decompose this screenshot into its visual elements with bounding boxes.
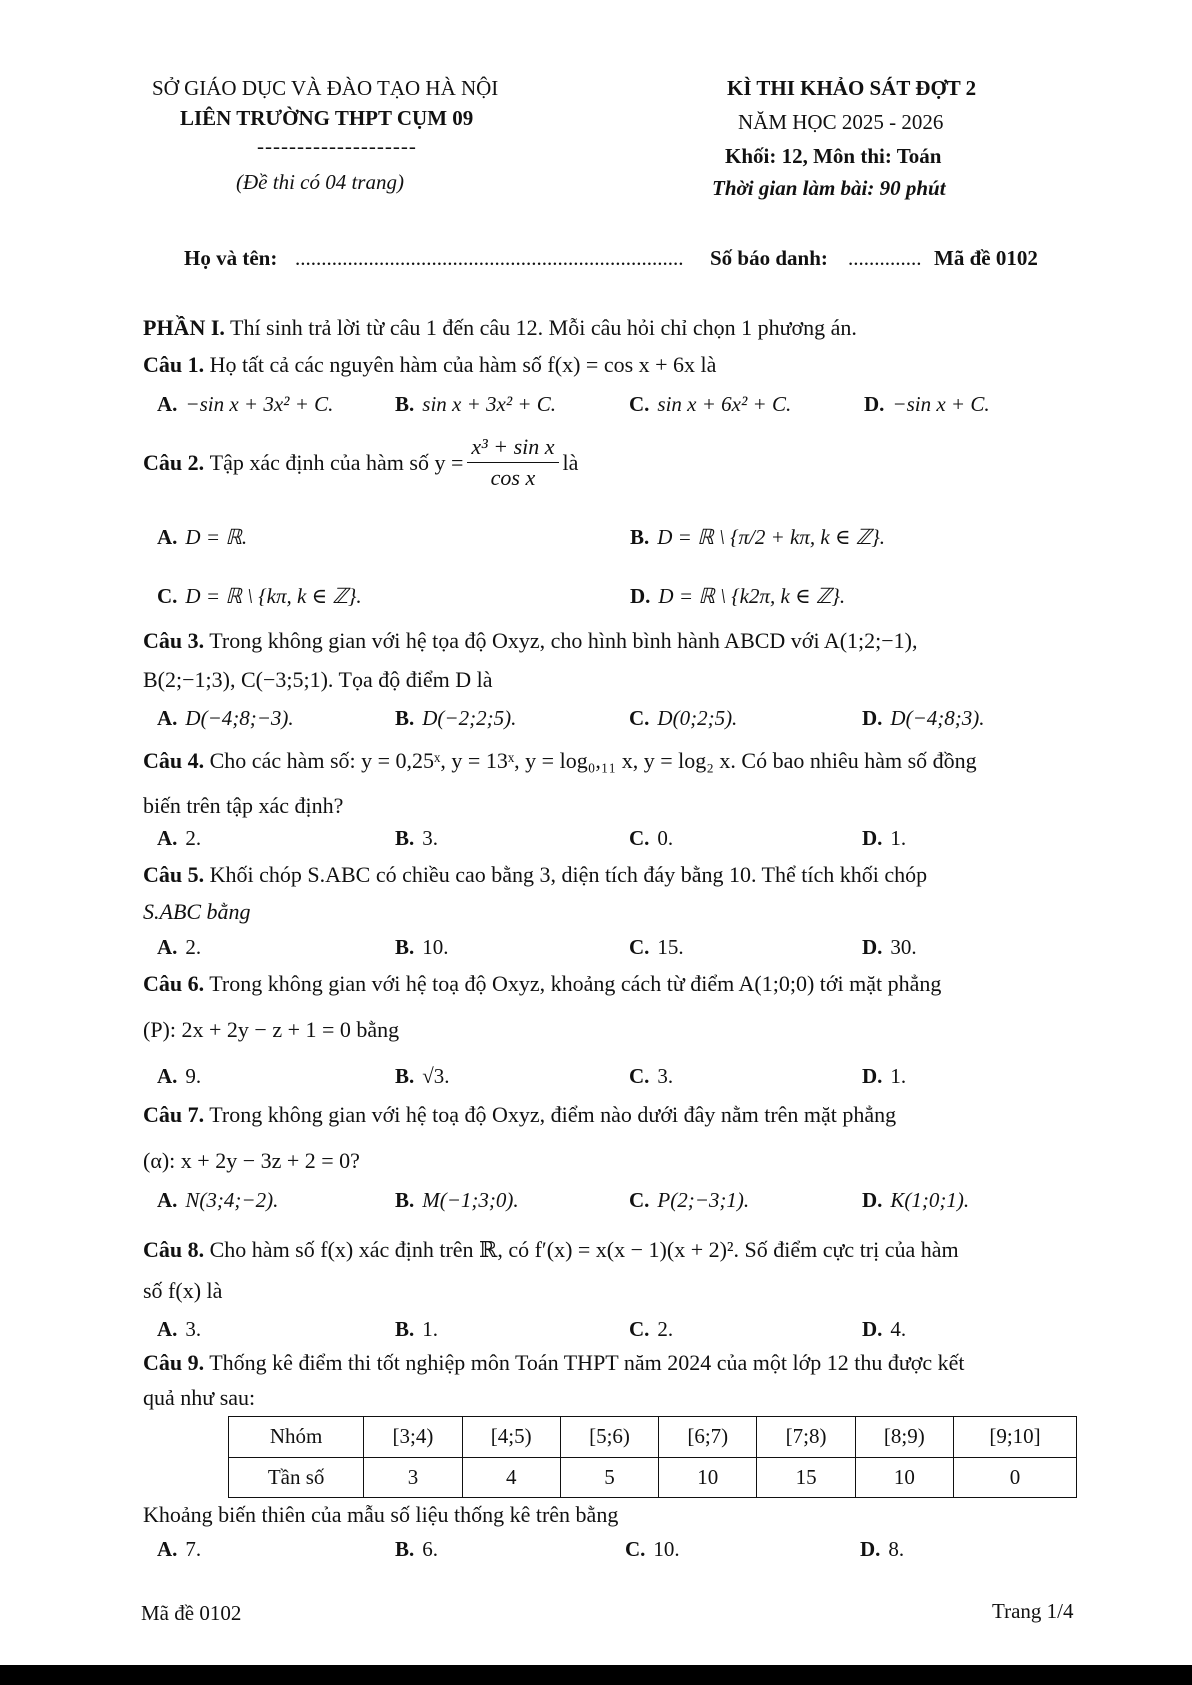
table-cell: 4 xyxy=(462,1457,560,1498)
table-row-groups xyxy=(229,1417,1077,1458)
option-label: B. xyxy=(395,1064,415,1088)
option-text: sin x + 3x² + C. xyxy=(422,392,557,416)
question-text: Họ tất cả các nguyên hàm của hàm số f(x) = cos x + 6x là xyxy=(209,352,717,377)
exam-code: Mã đề 0102 xyxy=(934,246,1038,270)
footer-exam-code: Mã đề 0102 xyxy=(141,1601,242,1625)
option-label: C. xyxy=(629,935,650,959)
table-cell: Nhóm xyxy=(229,1417,364,1458)
table-cell: 3 xyxy=(364,1457,462,1498)
option-text: 3. xyxy=(185,1317,202,1341)
option-label: C. xyxy=(629,706,650,730)
page-count-note: (Đề thi có 04 trang) xyxy=(236,170,404,194)
school-year: NĂM HỌC 2025 - 2026 xyxy=(738,110,944,134)
question-3 xyxy=(143,626,918,656)
option-text: D = ℝ. xyxy=(185,525,248,549)
option-label: A. xyxy=(157,525,178,549)
q5-option-d[interactable] xyxy=(862,935,917,960)
question-6 xyxy=(143,969,941,999)
q2-option-c[interactable] xyxy=(157,584,362,609)
option-text: D(−4;8;−3). xyxy=(185,706,294,730)
option-label: B. xyxy=(395,935,415,959)
option-label: B. xyxy=(395,706,415,730)
question-label: Câu 9. xyxy=(143,1350,205,1375)
option-label: D. xyxy=(630,584,651,608)
q3-option-d[interactable] xyxy=(862,706,984,731)
question-label: Câu 2. xyxy=(143,449,205,475)
q4-option-b[interactable] xyxy=(395,826,438,851)
option-text: 10. xyxy=(422,935,449,959)
option-text: D = ℝ \ {kπ, k ∈ ℤ}. xyxy=(185,584,362,608)
table-cell: [6;7) xyxy=(659,1417,757,1458)
option-label: C. xyxy=(629,1188,650,1212)
section-instruction: Thí sinh trả lời từ câu 1 đến câu 12. Mỗi câu hỏi chỉ chọn 1 phương án. xyxy=(230,315,857,340)
exam-title: KÌ THI KHẢO SÁT ĐỢT 2 xyxy=(727,76,977,100)
section-title: PHẦN I. xyxy=(143,315,225,340)
option-text: 6. xyxy=(422,1537,439,1561)
option-text: D(0;2;5). xyxy=(657,706,738,730)
q6-option-d[interactable] xyxy=(862,1064,906,1089)
question-label: Câu 3. xyxy=(143,628,205,653)
option-text: D = ℝ \ {k2π, k ∈ ℤ}. xyxy=(658,584,846,608)
question-text: Tập xác định của hàm số y = xyxy=(209,449,464,475)
option-text: 2. xyxy=(657,1317,674,1341)
option-label: A. xyxy=(157,706,178,730)
option-label: A. xyxy=(157,1188,178,1212)
option-label: A. xyxy=(157,1537,178,1561)
option-label: D. xyxy=(864,392,885,416)
q6-option-c[interactable] xyxy=(629,1064,673,1089)
option-label: A. xyxy=(157,935,178,959)
table-cell: 10 xyxy=(659,1457,757,1498)
table-row-frequency xyxy=(229,1457,1077,1498)
question-text-after: là xyxy=(562,449,579,475)
question-label: Câu 5. xyxy=(143,862,205,887)
q8-option-b[interactable] xyxy=(395,1317,438,1342)
option-label: C. xyxy=(629,1064,650,1088)
option-text: 1. xyxy=(422,1317,439,1341)
option-label: D. xyxy=(860,1537,881,1561)
question-6-line-2: (P): 2x + 2y − z + 1 = 0 bằng xyxy=(143,1017,400,1042)
question-5 xyxy=(143,860,927,890)
q1-option-d[interactable] xyxy=(864,392,990,417)
question-text: Trong không gian với hệ toạ độ Oxyz, điểm nào dưới đây nằm trên mặt phẳng xyxy=(209,1102,897,1127)
q4-option-d[interactable] xyxy=(862,826,906,851)
q4-option-c[interactable] xyxy=(629,826,673,851)
option-text: −sin x + 3x² + C. xyxy=(185,392,334,416)
question-text: Cho các hàm số: y = 0,25ˣ, y = 13ˣ, y = log₀,₁₁ x, y = log₂ x. Có bao nhiêu hàm số đồng xyxy=(209,748,977,773)
option-text: 3. xyxy=(422,826,439,850)
option-text: 2. xyxy=(185,826,202,850)
grade-subject: Khối: 12, Môn thi: Toán xyxy=(725,144,942,168)
option-label: B. xyxy=(395,1188,415,1212)
question-9-line-2: quả như sau: xyxy=(143,1385,256,1410)
footer-page-number: Trang 1/4 xyxy=(992,1599,1074,1623)
dept-name: SỞ GIÁO DỤC VÀ ĐÀO TẠO HÀ NỘI xyxy=(152,76,499,100)
table-cell: 5 xyxy=(560,1457,658,1498)
sbd-field[interactable]: .............. xyxy=(848,246,922,270)
table-cell: 0 xyxy=(953,1457,1076,1498)
option-text: 1. xyxy=(890,1064,907,1088)
option-label: D. xyxy=(862,706,883,730)
question-text: Trong không gian với hệ toạ độ Oxyz, khoảng cách từ điểm A(1;0;0) tới mặt phẳng xyxy=(209,971,942,996)
question-text: Khối chóp S.ABC có chiều cao bằng 3, diện tích đáy bằng 10. Thể tích khối chóp xyxy=(209,862,928,887)
option-label: C. xyxy=(625,1537,646,1561)
scan-bottom-edge xyxy=(0,1665,1192,1685)
fraction-numerator: x³ + sin x xyxy=(467,432,558,463)
option-label: A. xyxy=(157,1064,178,1088)
option-text: 0. xyxy=(657,826,674,850)
question-7 xyxy=(143,1100,896,1130)
q8-option-c[interactable] xyxy=(629,1317,673,1342)
option-text: 4. xyxy=(890,1317,907,1341)
option-text: 3. xyxy=(657,1064,674,1088)
school-cluster: LIÊN TRƯỜNG THPT CỤM 09 xyxy=(180,106,474,130)
q8-option-d[interactable] xyxy=(862,1317,906,1342)
option-text: 1. xyxy=(890,826,907,850)
q7-option-d[interactable] xyxy=(862,1188,969,1213)
q2-option-d[interactable] xyxy=(630,584,845,609)
question-8 xyxy=(143,1235,959,1265)
question-text: Thống kê điểm thi tốt nghiệp môn Toán THPT năm 2024 của một lớp 12 thu được kết xyxy=(209,1350,965,1375)
option-text: 30. xyxy=(890,935,917,959)
option-text: D(−4;8;3). xyxy=(890,706,985,730)
option-text: D(−2;2;5). xyxy=(422,706,517,730)
question-text: Cho hàm số f(x) xác định trên ℝ, có f′(x) = x(x − 1)(x + 2)². Số điểm cực trị của hàm xyxy=(209,1237,959,1262)
frequency-table xyxy=(228,1416,1077,1498)
option-text: 10. xyxy=(653,1537,680,1561)
option-label: B. xyxy=(395,392,415,416)
option-text: 15. xyxy=(657,935,684,959)
question-8-line-2: số f(x) là xyxy=(143,1278,223,1303)
q5-option-a[interactable] xyxy=(157,935,201,960)
option-text: K(1;0;1). xyxy=(890,1188,970,1212)
option-text: N(3;4;−2). xyxy=(185,1188,279,1212)
q1-option-a[interactable] xyxy=(157,392,333,417)
q3-option-b[interactable] xyxy=(395,706,516,731)
question-label: Câu 4. xyxy=(143,748,205,773)
question-text: Trong không gian với hệ tọa độ Oxyz, cho hình bình hành ABCD với A(1;2;−1), xyxy=(209,628,918,653)
question-7-line-2: (α): x + 2y − 3z + 2 = 0? xyxy=(143,1148,360,1173)
question-4-line-2: biến trên tập xác định? xyxy=(143,793,344,818)
option-text: D = ℝ \ {π/2 + kπ, k ∈ ℤ}. xyxy=(657,525,885,549)
q7-option-c[interactable] xyxy=(629,1188,749,1213)
question-label: Câu 7. xyxy=(143,1102,205,1127)
option-label: C. xyxy=(157,584,178,608)
option-label: A. xyxy=(157,826,178,850)
option-label: B. xyxy=(395,1317,415,1341)
table-cell: [3;4) xyxy=(364,1417,462,1458)
name-label: Họ và tên: xyxy=(184,246,278,270)
option-text: P(2;−3;1). xyxy=(657,1188,750,1212)
q8-option-a[interactable] xyxy=(157,1317,201,1342)
section-heading xyxy=(143,313,857,343)
option-label: B. xyxy=(395,826,415,850)
option-label: D. xyxy=(862,826,883,850)
question-9 xyxy=(143,1348,965,1378)
option-label: C. xyxy=(629,1317,650,1341)
fraction xyxy=(467,432,558,493)
question-label: Câu 8. xyxy=(143,1237,205,1262)
q9-option-d[interactable] xyxy=(860,1537,904,1562)
q1-option-c[interactable] xyxy=(629,392,791,417)
option-label: C. xyxy=(629,392,650,416)
header-divider: -------------------- xyxy=(257,134,417,158)
name-field[interactable]: .......................................................................... xyxy=(295,246,684,270)
option-text: 8. xyxy=(888,1537,905,1561)
q2-option-a[interactable] xyxy=(157,525,247,550)
table-cell: [9;10] xyxy=(953,1417,1076,1458)
sbd-label: Số báo danh: xyxy=(710,246,828,270)
q1-option-b[interactable] xyxy=(395,392,556,417)
question-label: Câu 6. xyxy=(143,971,205,996)
q9-option-b[interactable] xyxy=(395,1537,438,1562)
q7-option-a[interactable] xyxy=(157,1188,278,1213)
option-text: √3. xyxy=(422,1064,450,1088)
option-label: D. xyxy=(862,1188,883,1212)
question-3-line-2: B(2;−1;3), C(−3;5;1). Tọa độ điểm D là xyxy=(143,667,493,692)
table-cell: 15 xyxy=(757,1457,855,1498)
table-cell: 10 xyxy=(855,1457,953,1498)
option-label: A. xyxy=(157,1317,178,1341)
option-label: D. xyxy=(862,935,883,959)
option-text: 2. xyxy=(185,935,202,959)
q7-option-b[interactable] xyxy=(395,1188,519,1213)
question-5-line-2: S.ABC bằng xyxy=(143,899,251,924)
question-1 xyxy=(143,350,716,380)
option-text: sin x + 6x² + C. xyxy=(657,392,792,416)
q2-option-b[interactable] xyxy=(630,525,885,550)
question-9-line-3: Khoảng biến thiên của mẫu số liệu thống kê trên bằng xyxy=(143,1502,619,1527)
option-text: −sin x + C. xyxy=(892,392,990,416)
option-label: D. xyxy=(862,1064,883,1088)
option-label: B. xyxy=(395,1537,415,1561)
fraction-denominator: cos x xyxy=(490,465,536,490)
option-label: B. xyxy=(630,525,650,549)
question-4 xyxy=(143,746,977,776)
option-label: A. xyxy=(157,392,178,416)
table-cell: [8;9) xyxy=(855,1417,953,1458)
question-label: Câu 1. xyxy=(143,352,205,377)
table-cell: Tần số xyxy=(229,1457,364,1498)
option-text: 9. xyxy=(185,1064,202,1088)
question-2 xyxy=(143,432,578,493)
q6-option-a[interactable] xyxy=(157,1064,201,1089)
table-cell: [5;6) xyxy=(560,1417,658,1458)
option-text: M(−1;3;0). xyxy=(422,1188,519,1212)
q3-option-c[interactable] xyxy=(629,706,737,731)
q9-option-c[interactable] xyxy=(625,1537,680,1562)
table-cell: [4;5) xyxy=(462,1417,560,1458)
q9-option-a[interactable] xyxy=(157,1537,201,1562)
option-text: 7. xyxy=(185,1537,202,1561)
option-label: C. xyxy=(629,826,650,850)
table-cell: [7;8) xyxy=(757,1417,855,1458)
q3-option-a[interactable] xyxy=(157,706,294,731)
q5-option-b[interactable] xyxy=(395,935,449,960)
q6-option-b[interactable] xyxy=(395,1064,450,1089)
q4-option-a[interactable] xyxy=(157,826,201,851)
q5-option-c[interactable] xyxy=(629,935,684,960)
option-label: D. xyxy=(862,1317,883,1341)
time-limit: Thời gian làm bài: 90 phút xyxy=(712,176,946,200)
